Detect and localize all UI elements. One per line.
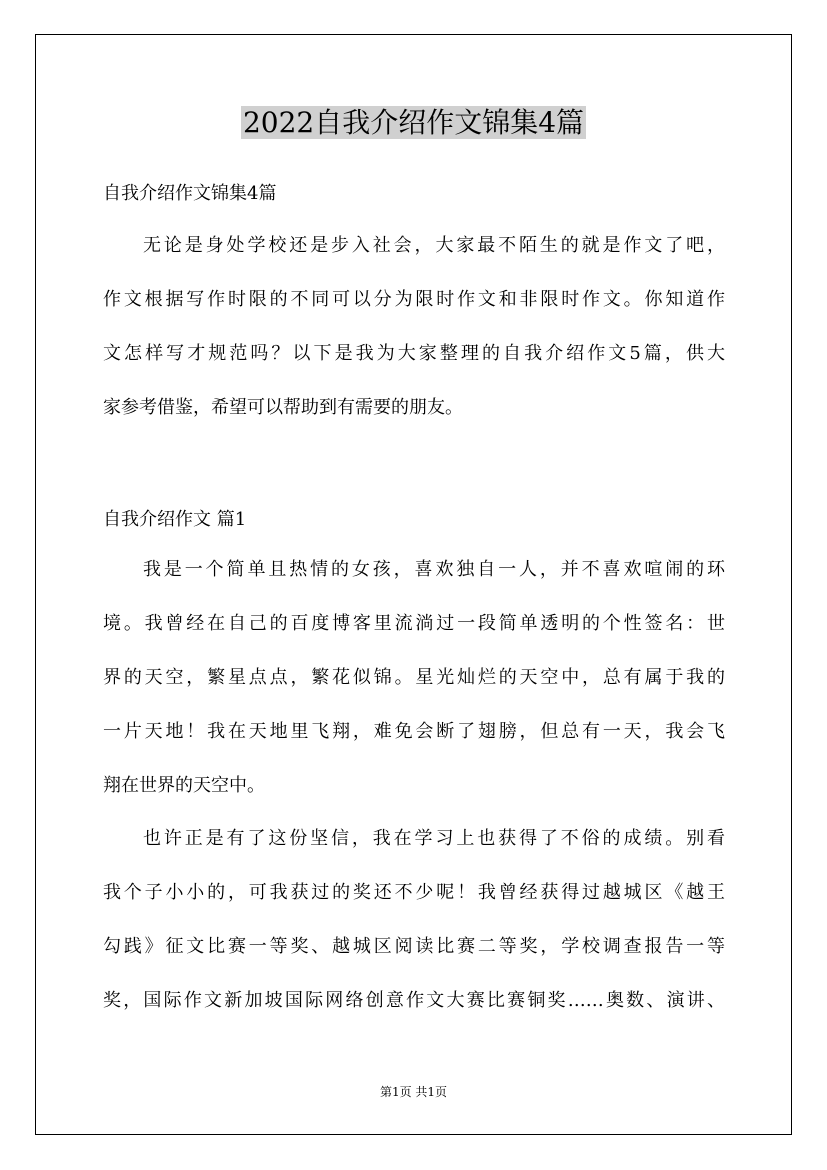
page-number: 第1页 共1页 bbox=[379, 1085, 448, 1099]
section-paragraph-2 bbox=[103, 825, 725, 1041]
section-paragraph-1 bbox=[103, 556, 725, 826]
document-title bbox=[0, 103, 827, 143]
paragraph-line: 翔在世界的天空中。 bbox=[103, 775, 265, 796]
paragraph-line: 一片天地！我在天地里飞翔，难免会断了翅膀，但总有一天，我会飞 bbox=[103, 721, 725, 742]
paragraph-line: 作文根据写作时限的不同可以分为限时作文和非限时作文。你知道作 bbox=[103, 289, 725, 310]
paragraph-line: 无论是身处学校还是步入社会，大家最不陌生的就是作文了吧， bbox=[143, 235, 725, 256]
paragraph-line: 家参考借鉴，希望可以帮助到有需要的朋友。 bbox=[103, 397, 463, 418]
section-heading: 自我介绍作文 篇1 bbox=[103, 509, 247, 530]
paragraph-line: 境。我曾经在自己的百度博客里流淌过一段简单透明的个性签名：世 bbox=[103, 613, 725, 634]
intro-paragraph bbox=[103, 232, 725, 448]
paragraph-line: 界的天空，繁星点点，繁花似锦。星光灿烂的天空中，总有属于我的 bbox=[103, 667, 725, 688]
paragraph-line: 奖，国际作文新加坡国际网络创意作文大赛比赛铜奖……奥数、演讲、 bbox=[103, 990, 725, 1011]
paragraph-line: 文怎样写才规范吗？以下是我为大家整理的自我介绍作文5篇，供大 bbox=[103, 343, 725, 364]
paragraph-line: 勾践》征文比赛一等奖、越城区阅读比赛二等奖，学校调查报告一等 bbox=[103, 936, 725, 957]
document-subtitle: 自我介绍作文锦集4篇 bbox=[103, 183, 277, 204]
paragraph-line: 我个子小小的，可我获过的奖还不少呢！我曾经获得过越城区《越王 bbox=[103, 882, 725, 903]
document-title-text: 2022自我介绍作文锦集4篇 bbox=[242, 106, 585, 139]
paragraph-line: 我是一个简单且热情的女孩，喜欢独自一人，并不喜欢喧闹的环 bbox=[143, 559, 725, 580]
paragraph-line: 也许正是有了这份坚信，我在学习上也获得了不俗的成绩。别看 bbox=[143, 828, 725, 849]
